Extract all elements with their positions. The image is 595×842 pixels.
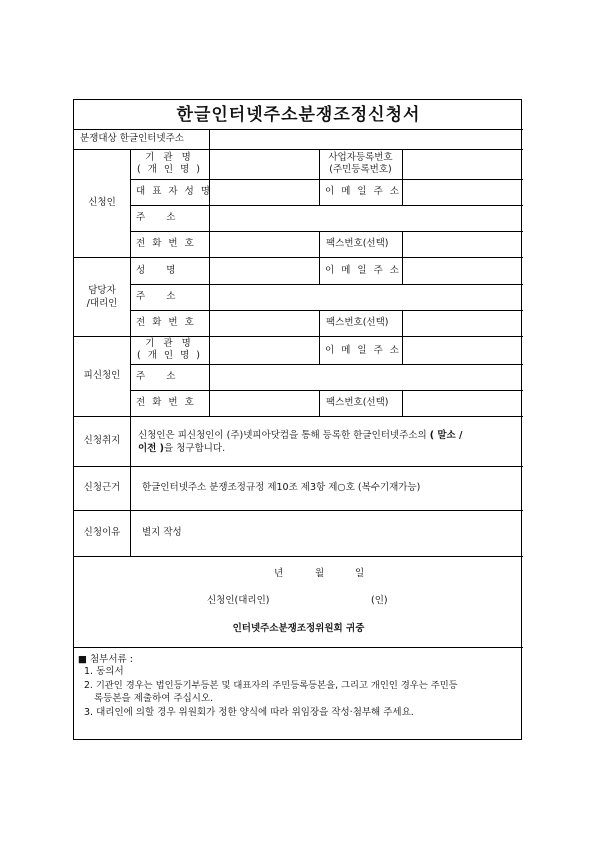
rule-signature-end (74, 647, 523, 648)
agent-fax-label: 팩스번호(선택) (326, 317, 389, 328)
applicant-rep-name-label: 대 표 자 성 명 (136, 186, 212, 197)
respondent-org-name-sub: ( 개 인 명 ) (136, 350, 203, 361)
vrule-resp-r3-mid (319, 390, 320, 416)
agent-name-field[interactable] (210, 258, 318, 283)
reason-label: 신청이유 (83, 527, 121, 538)
addressee: 인터넷주소분쟁조정위원회 귀중 (232, 623, 365, 634)
rule-basis-end (74, 510, 523, 511)
agent-address-label: 주 소 (136, 291, 177, 302)
basis-label: 신청근거 (83, 482, 121, 493)
applicant-phone-label: 전 화 번 호 (136, 238, 196, 249)
rule-title (74, 129, 523, 130)
attachment-item: 2. 기관인 경우는 법인등기부등본 및 대표자의 주민등록등본을, 그리고 개인인 경우는 주민등 (84, 680, 458, 691)
respondent-group-label: 피신청인 (83, 370, 121, 381)
applicant-fax-label: 팩스번호(선택) (326, 238, 389, 249)
applicant-biz-no-label: 사업자등록번호 (328, 152, 393, 163)
applicant-address-field[interactable] (210, 206, 521, 230)
agent-phone-field[interactable] (210, 311, 318, 335)
applicant-email-label: 이 메 일 주 소 (325, 186, 401, 197)
date-year-label: 년 (274, 568, 284, 579)
applicant-biz-no-sub: (주민등록번호) (329, 164, 392, 175)
date-day-label: 일 (355, 568, 365, 579)
target-domain-field[interactable] (214, 131, 519, 147)
purpose-option-transfer[interactable]: 이전 ) (138, 443, 165, 454)
agent-address-field[interactable] (210, 285, 521, 309)
rule-reason-end (74, 556, 523, 557)
purpose-option-cancel[interactable]: ( 말소 / (429, 430, 463, 441)
reason-text[interactable]: 별지 작성 (142, 527, 182, 538)
vrule-app-r2-mid (319, 179, 320, 205)
applicant-group-label: 신청인 (88, 197, 116, 208)
respondent-fax-field[interactable] (403, 391, 521, 415)
respondent-org-name-label: 기 관 명 (145, 338, 194, 349)
attachments-heading: ■ 첨부서류 : (78, 654, 133, 665)
applicant-phone-field[interactable] (210, 232, 318, 256)
applicant-fax-field[interactable] (403, 232, 521, 256)
agent-fax-field[interactable] (403, 311, 521, 335)
attachment-item: 1. 동의서 (84, 666, 124, 677)
rule-respondent-end (74, 416, 523, 417)
applicant-address-label: 주 소 (136, 212, 177, 223)
agent-group-sub: /대리인 (86, 298, 118, 309)
agent-phone-label: 전 화 번 호 (136, 317, 196, 328)
agent-email-field[interactable] (403, 258, 521, 283)
signer-name-field[interactable] (284, 592, 369, 608)
signer-label: 신청인(대리인) (207, 595, 270, 606)
purpose-label: 신청취지 (83, 435, 121, 446)
purpose-text-end: 을 청구합니다. (164, 443, 226, 454)
vrule-target (209, 129, 210, 149)
purpose-line-1 (138, 430, 518, 442)
respondent-email-field[interactable] (403, 337, 521, 363)
attachment-item: 3. 대리인에 의할 경우 위원회가 정한 양식에 따라 위임장을 작성·첨부해 주세요. (84, 707, 414, 718)
agent-name-label: 성 명 (136, 265, 177, 276)
applicant-org-name-sub: ( 개 인 명 ) (136, 164, 203, 175)
vrule-resp-r1-mid (319, 336, 320, 364)
respondent-phone-field[interactable] (210, 391, 318, 415)
applicant-biz-no-field[interactable] (403, 150, 521, 178)
rule-purpose-end (74, 466, 523, 467)
respondent-address-field[interactable] (210, 365, 521, 389)
respondent-phone-label: 전 화 번 호 (136, 397, 196, 408)
vrule-agent-r1-mid (319, 257, 320, 284)
applicant-email-field[interactable] (403, 180, 521, 204)
purpose-line-2 (138, 443, 225, 455)
respondent-address-label: 주 소 (136, 371, 177, 382)
applicant-org-name-label: 기 관 명 (145, 152, 194, 163)
agent-group-label: 담당자 (88, 285, 116, 296)
vrule-app-r4-mid (319, 231, 320, 257)
respondent-email-label: 이 메 일 주 소 (325, 345, 401, 356)
applicant-org-name-field[interactable] (210, 150, 318, 178)
agent-email-label: 이 메 일 주 소 (325, 265, 401, 276)
date-month-label: 월 (315, 568, 325, 579)
seal-mark: (인) (371, 595, 388, 606)
vrule-agent-r3-mid (319, 310, 320, 336)
respondent-org-name-field[interactable] (210, 337, 318, 363)
purpose-text: 신청인은 피신청인이 (주)넷피아닷컴을 통해 등록한 한글인터넷주소의 (138, 430, 427, 441)
dispute-application-form (73, 99, 522, 740)
applicant-rep-name-field[interactable] (210, 180, 318, 204)
target-label: 분쟁대상 한글인터넷주소 (80, 133, 184, 144)
form-title: 한글인터넷주소분쟁조정신청서 (176, 105, 421, 125)
respondent-fax-label: 팩스번호(선택) (326, 397, 389, 408)
attachment-item-continued: 록등본을 제출하여 주십시오. (94, 693, 214, 704)
basis-text[interactable]: 한글인터넷주소 분쟁조정규정 제10조 제3항 제○호 (복수기재가능) (142, 482, 421, 493)
